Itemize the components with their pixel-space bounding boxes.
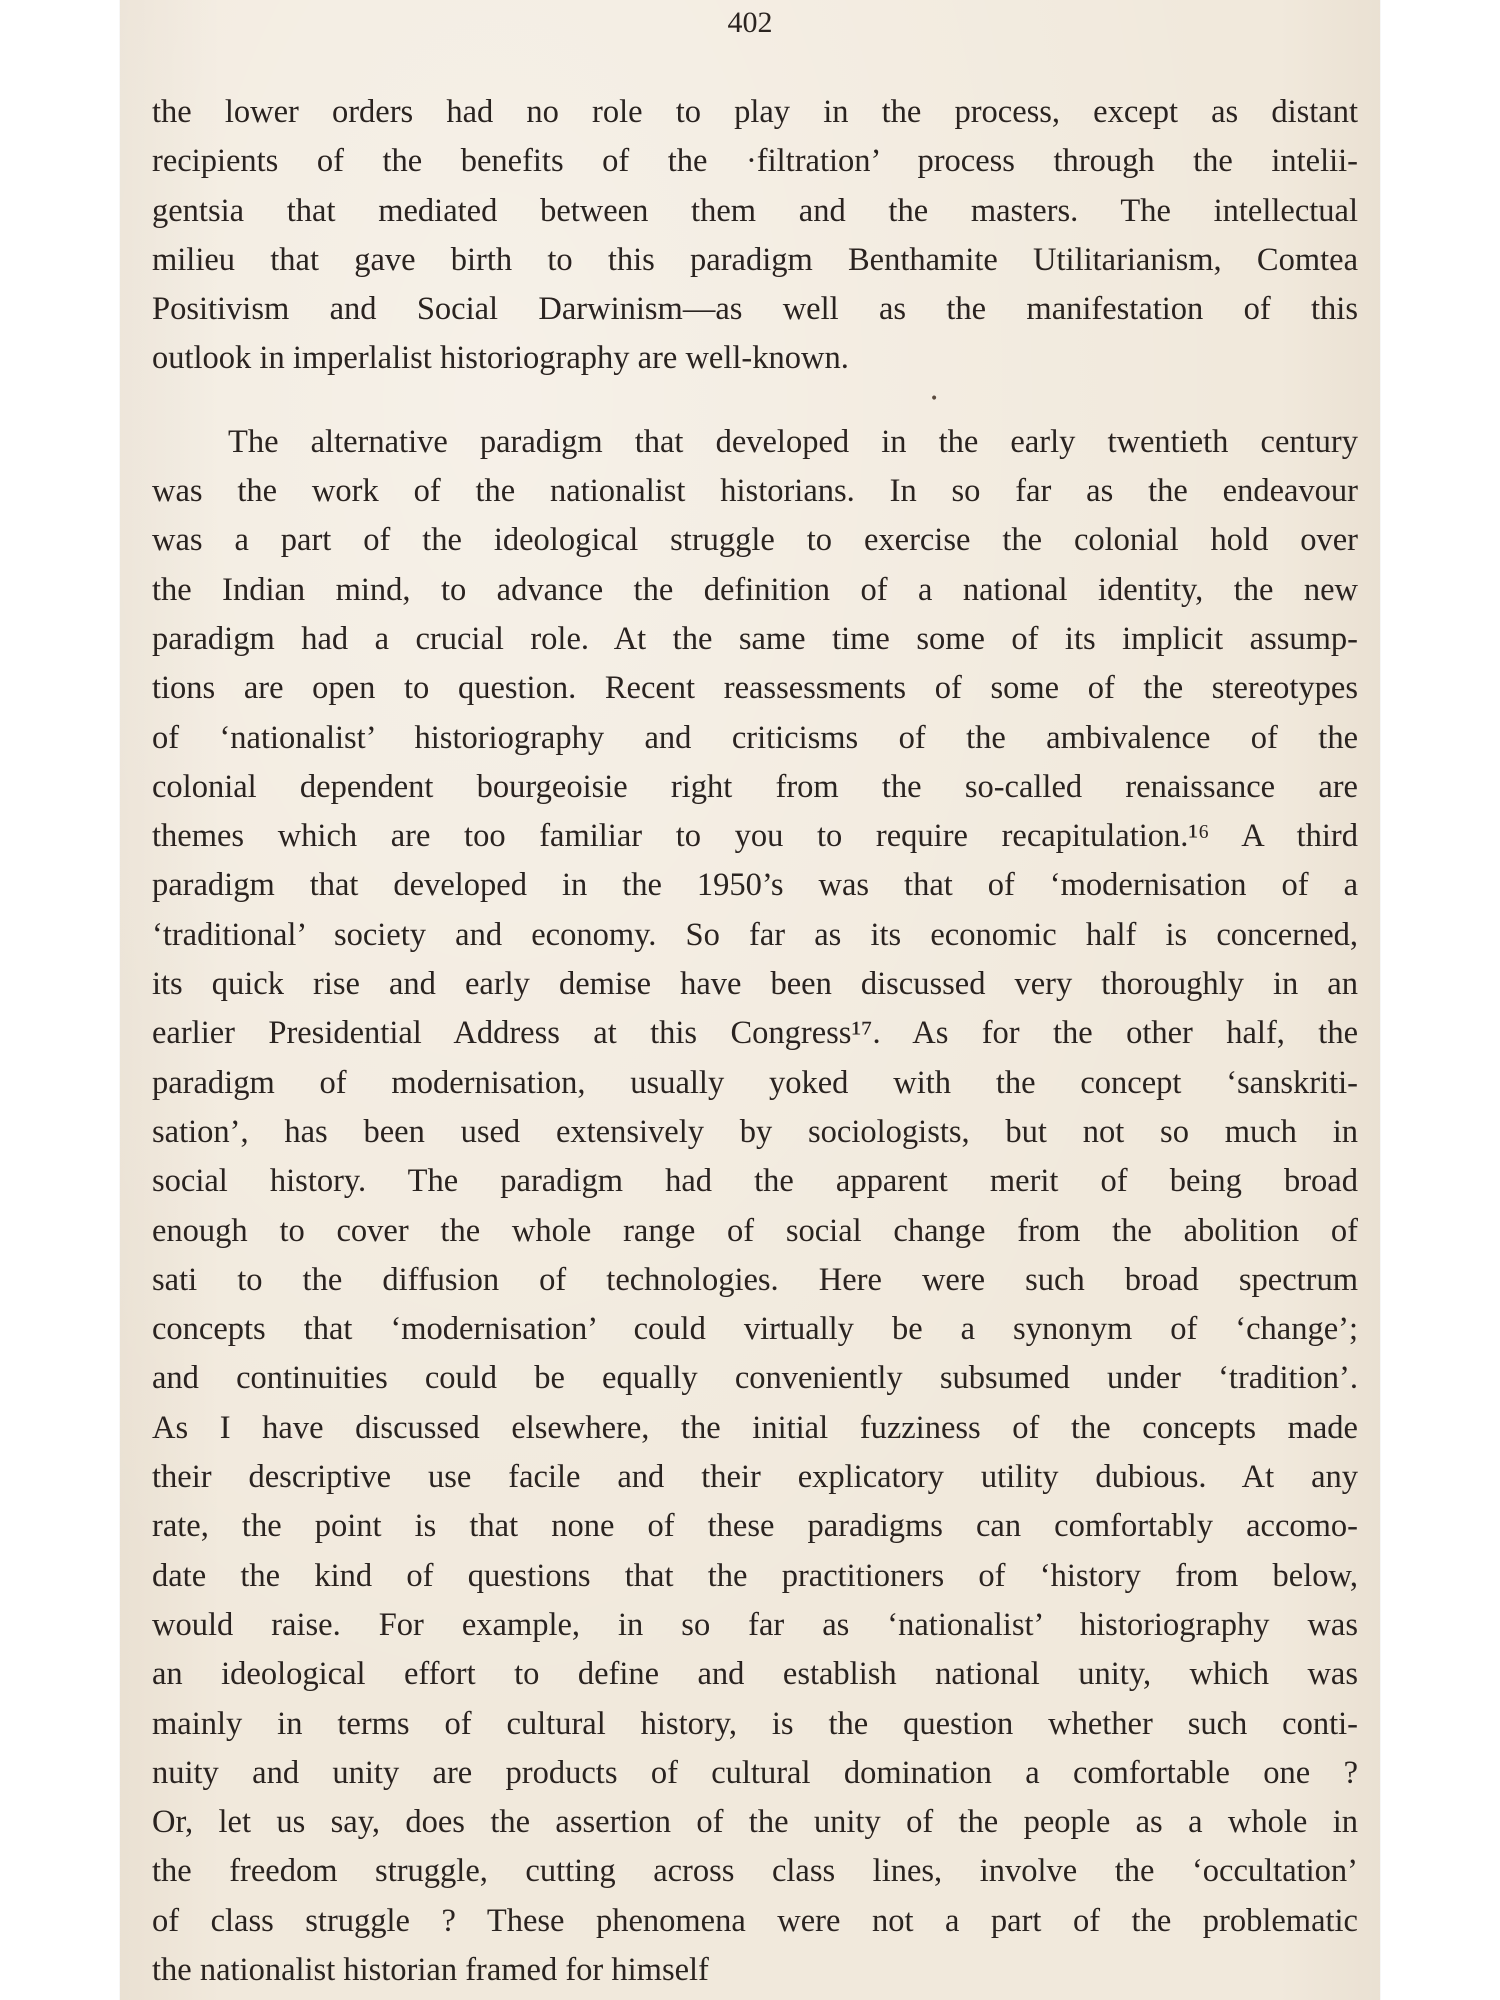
paragraph-2-line: nuity and unity are products of cultural domination a comfortable one ? — [152, 1754, 1358, 1791]
paragraph-2-line: sation’, has been used extensively by sociologists, but not so much in — [152, 1113, 1358, 1150]
paragraph-2-line: an ideological effort to define and establish national unity, which was — [152, 1656, 1358, 1693]
paragraph-2-line: themes which are too familiar to you to require recapitulation.¹⁶ A third — [152, 818, 1358, 855]
paragraph-2-line: paradigm that developed in the 1950’s was that of ‘modernisation of a — [152, 867, 1358, 904]
paragraph-1 — [152, 88, 1358, 384]
paragraph-2-line: mainly in terms of cultural history, is the question whether such conti- — [152, 1705, 1358, 1742]
paragraph-2-line: their descriptive use facile and their explicatory utility dubious. At any — [152, 1459, 1358, 1496]
paragraph-2-line: The alternative paradigm that developed in the early twentieth century — [228, 423, 1358, 460]
paragraph-2-line: enough to cover the whole range of social change from the abolition of — [152, 1212, 1358, 1249]
page-body — [152, 88, 1358, 1995]
paragraph-2-line: the nationalist historian framed for himself — [152, 1951, 709, 1988]
paragraph-2 — [152, 418, 1358, 1996]
paragraph-2-line: was a part of the ideological struggle to exercise the colonial hold over — [152, 522, 1358, 559]
paragraph-2-line: concepts that ‘modernisation’ could virtually be a synonym of ‘change’; — [152, 1311, 1358, 1348]
paragraph-2-line: the Indian mind, to advance the definition of a national identity, the new — [152, 571, 1358, 608]
book-page — [120, 0, 1380, 2000]
paragraph-2-line: earlier Presidential Address at this Congress¹⁷. As for the other half, the — [152, 1015, 1358, 1052]
paragraph-2-line: As I have discussed elsewhere, the initial fuzziness of the concepts made — [152, 1409, 1358, 1446]
paragraph-1-line: milieu that gave birth to this paradigm Benthamite Utilitarianism, Comtea — [152, 241, 1358, 278]
paragraph-2-line: colonial dependent bourgeoisie right from the so-called renaissance are — [152, 768, 1358, 805]
paragraph-2-line: paradigm of modernisation, usually yoked with the concept ‘sanskriti- — [152, 1064, 1358, 1101]
paragraph-2-line: and continuities could be equally conveniently subsumed under ‘tradition’. — [152, 1360, 1358, 1397]
ink-speck: • — [930, 391, 939, 407]
paragraph-2-line: rate, the point is that none of these paradigms can comfortably accomo- — [152, 1508, 1358, 1545]
paragraph-1-line: Positivism and Social Darwinism—as well as the manifestation of this — [152, 291, 1358, 328]
paragraph-2-line: its quick rise and early demise have been discussed very thoroughly in an — [152, 966, 1358, 1003]
paragraph-1-line: outlook in imperlalist historiography are well-known. — [152, 340, 849, 377]
page-number: 402 — [727, 6, 773, 39]
paragraph-1-line: recipients of the benefits of the ·filtration’ process through the intelii- — [152, 143, 1358, 180]
paragraph-2-line: date the kind of questions that the practitioners of ‘history from below, — [152, 1557, 1358, 1594]
paragraph-2-line: sati to the diffusion of technologies. Here were such broad spectrum — [152, 1261, 1358, 1298]
paragraph-1-line: the lower orders had no role to play in the process, except as distant — [152, 94, 1358, 130]
paragraph-2-line: of class struggle ? These phenomena were not a part of the problematic — [152, 1902, 1358, 1939]
paragraph-2-line: of ‘nationalist’ historiography and criticisms of the ambivalence of the — [152, 719, 1358, 756]
paragraph-2-line: was the work of the nationalist historians. In so far as the endeavour — [152, 473, 1358, 510]
paragraph-2-line: paradigm had a crucial role. At the same time some of its implicit assump- — [152, 620, 1358, 657]
paragraph-2-line: tions are open to question. Recent reassessments of some of the stereotypes — [152, 670, 1358, 707]
paragraph-1-line: gentsia that mediated between them and the masters. The intellectual — [152, 192, 1358, 229]
paragraph-2-line: Or, let us say, does the assertion of the unity of the people as a whole in — [152, 1804, 1358, 1841]
paragraph-2-line: ‘traditional’ society and economy. So far as its economic half is concerned, — [152, 916, 1358, 953]
paragraph-2-line: social history. The paradigm had the apparent merit of being broad — [152, 1163, 1358, 1200]
paragraph-2-line: would raise. For example, in so far as ‘nationalist’ historiography was — [152, 1606, 1358, 1643]
paragraph-2-line: the freedom struggle, cutting across class lines, involve the ‘occultation’ — [152, 1853, 1358, 1890]
